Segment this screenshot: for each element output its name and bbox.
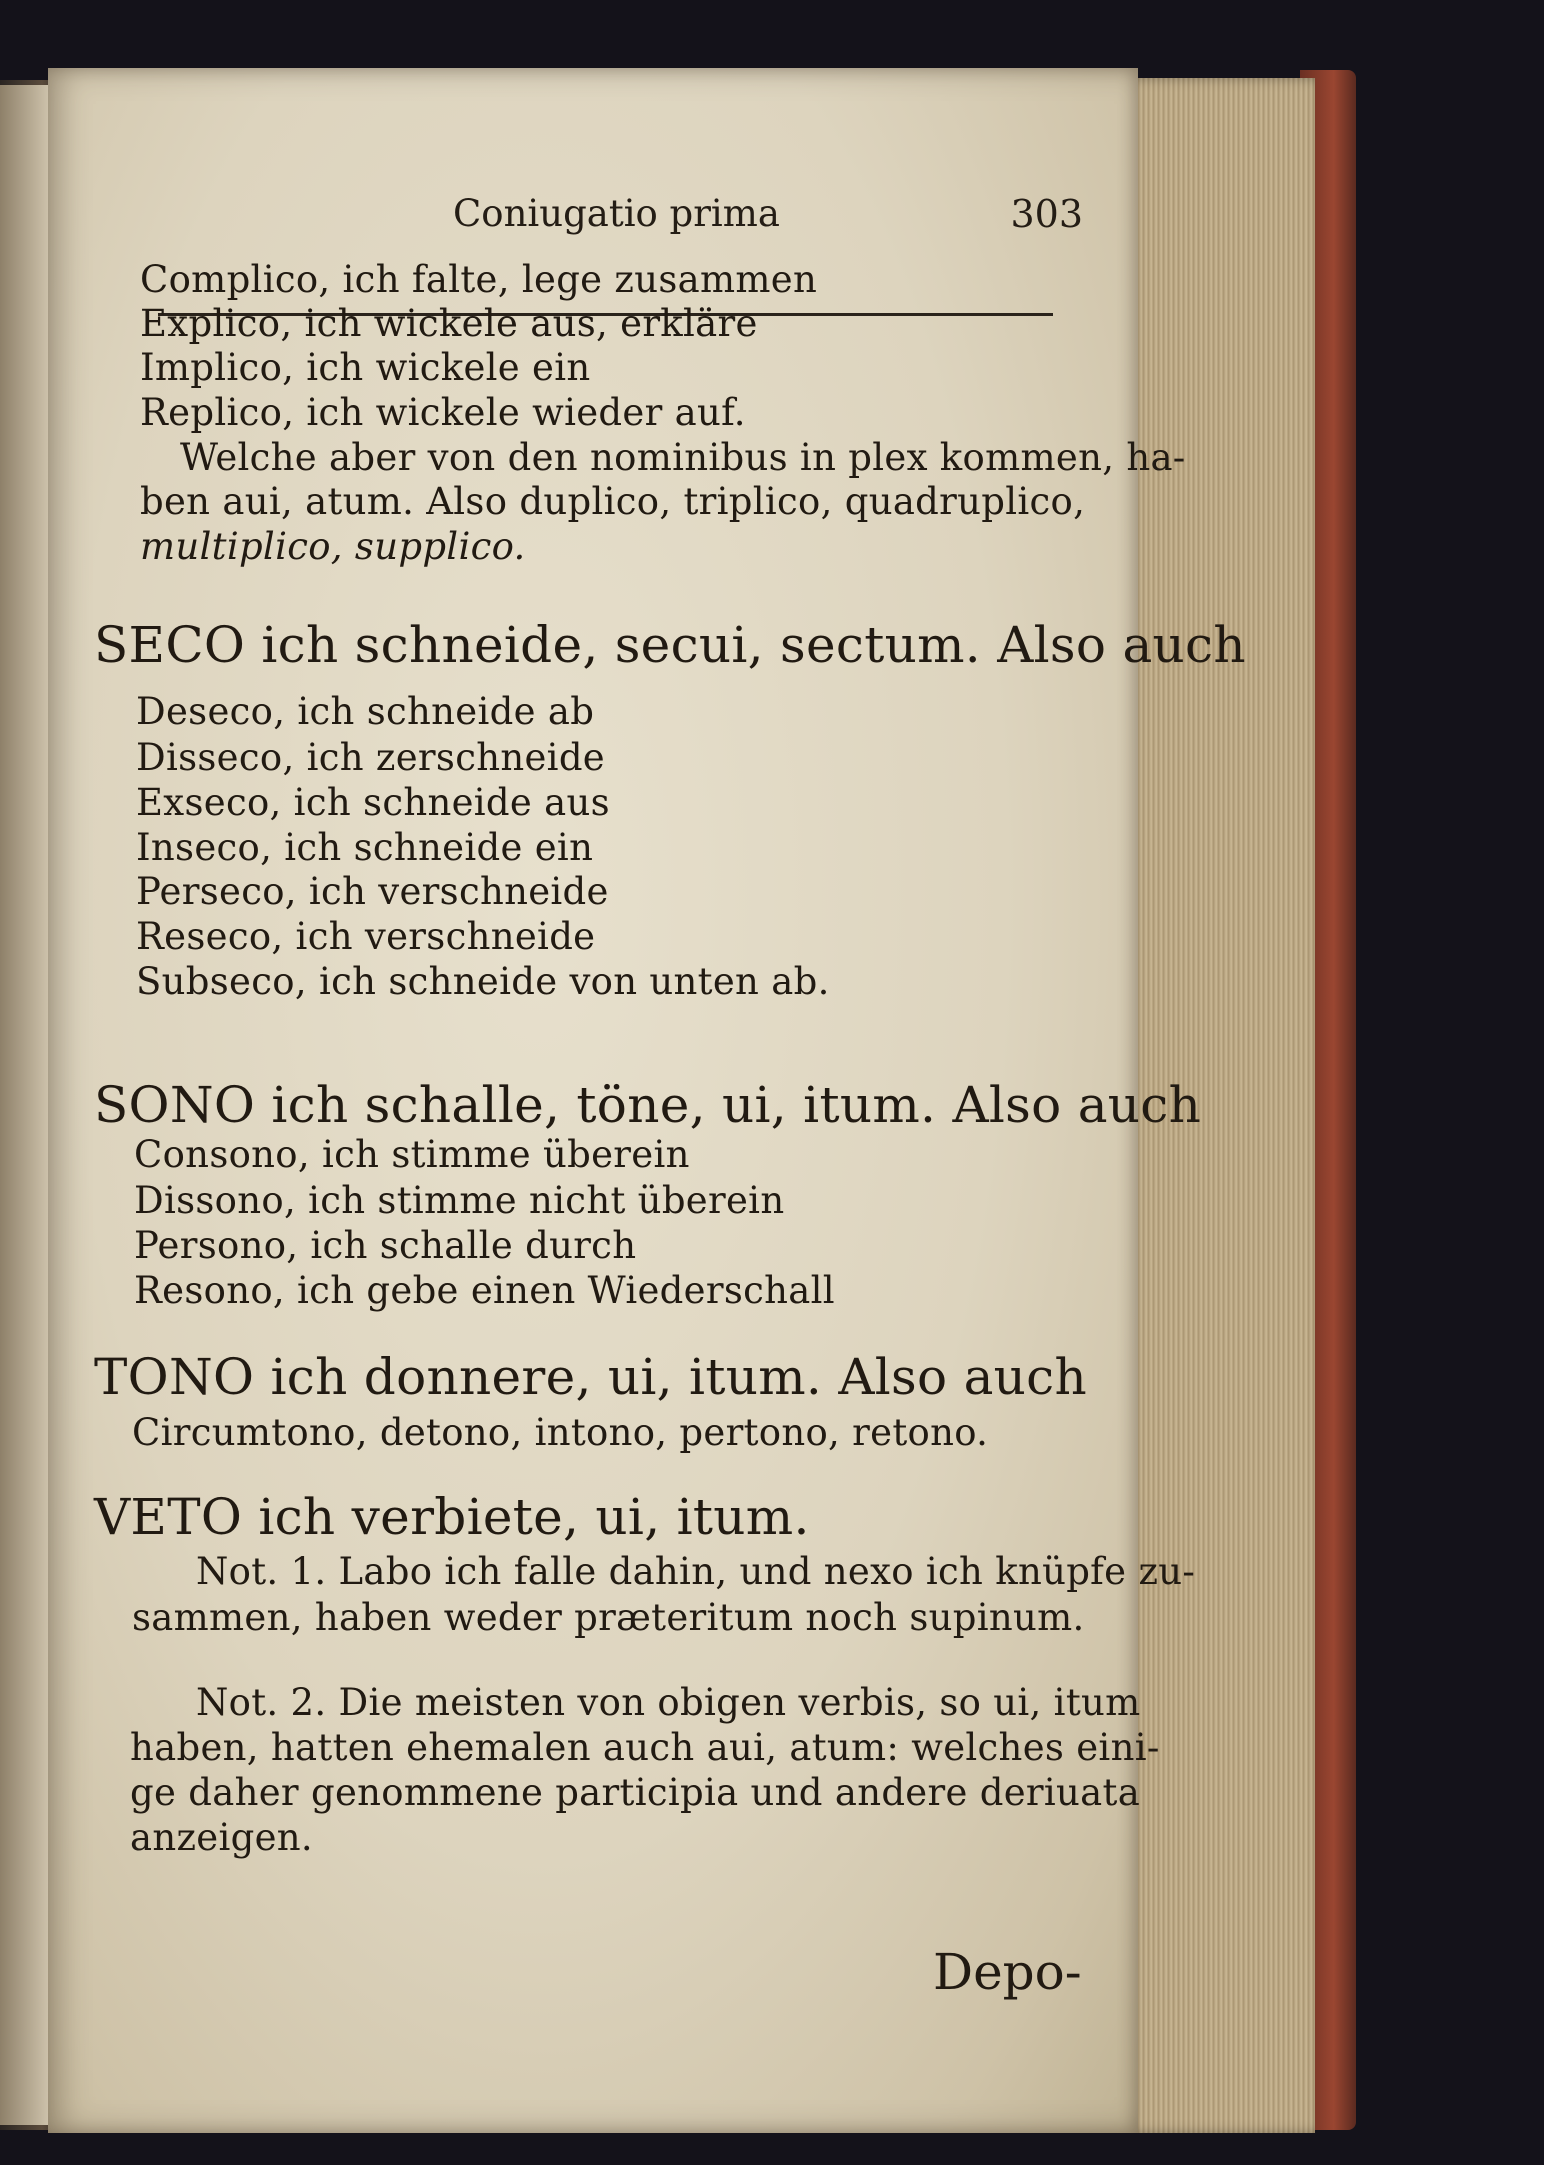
text-line: Resono, ich gebe einen Wiederschall	[134, 1269, 835, 1312]
text-line: Exseco, ich schneide aus	[136, 781, 610, 824]
header-title: Coniugatio prima	[453, 192, 780, 235]
text-line: multiplico, supplico.	[140, 525, 526, 568]
text-line: Dissono, ich stimme nicht überein	[134, 1179, 785, 1222]
entry-heading-veto: VETO ich verbiete, ui, itum.	[94, 1488, 810, 1546]
text-line: Explico, ich wickele aus, erkläre	[140, 302, 758, 345]
text-line: Circumtono, detono, intono, pertono, retono.	[132, 1411, 989, 1454]
entry-heading-tono: TONO ich donnere, ui, itum. Also auch	[94, 1348, 1087, 1406]
entry-heading-sono: SONO ich schalle, töne, ui, itum. Also auch	[94, 1076, 1202, 1134]
note-line: haben, hatten ehemalen auch aui, atum: welches eini-	[130, 1726, 1160, 1769]
text-line: Subseco, ich schneide von unten ab.	[136, 960, 830, 1003]
page-number: 303	[1010, 192, 1083, 236]
text-line: Persono, ich schalle durch	[134, 1224, 637, 1267]
text-line: Reseco, ich verschneide	[136, 915, 596, 958]
note-line: Not. 1. Labo ich falle dahin, und nexo ich knüpfe zu-	[196, 1550, 1196, 1593]
text-line: Inseco, ich schneide ein	[136, 826, 594, 869]
note-line: Not. 2. Die meisten von obigen verbis, so ui, itum	[196, 1681, 1141, 1724]
text-line: ben aui, atum. Also duplico, triplico, quadruplico,	[140, 480, 1086, 523]
text-line: Replico, ich wickele wieder auf.	[140, 391, 746, 434]
catchword: Depo-	[933, 1943, 1082, 2001]
note-line: ge daher genommene participia und andere deriuata	[130, 1771, 1141, 1814]
left-page-edge	[0, 85, 50, 2125]
text-line: Deseco, ich schneide ab	[136, 690, 595, 733]
book-page	[48, 68, 1246, 2133]
text-line: Consono, ich stimme überein	[134, 1133, 690, 1176]
page-text	[48, 68, 1246, 2133]
text-line: Complico, ich falte, lege zusammen	[140, 258, 818, 301]
text-line: Implico, ich wickele ein	[140, 346, 591, 389]
text-line: Disseco, ich zerschneide	[136, 736, 605, 779]
note-line: sammen, haben weder præteritum noch supinum.	[132, 1596, 1085, 1639]
text-line: Perseco, ich verschneide	[136, 870, 609, 913]
entry-heading-seco: SECO ich schneide, secui, sectum. Also auch	[94, 616, 1246, 674]
text-line: Welche aber von den nominibus in plex kommen, ha-	[180, 436, 1186, 479]
note-line: anzeigen.	[130, 1816, 313, 1859]
